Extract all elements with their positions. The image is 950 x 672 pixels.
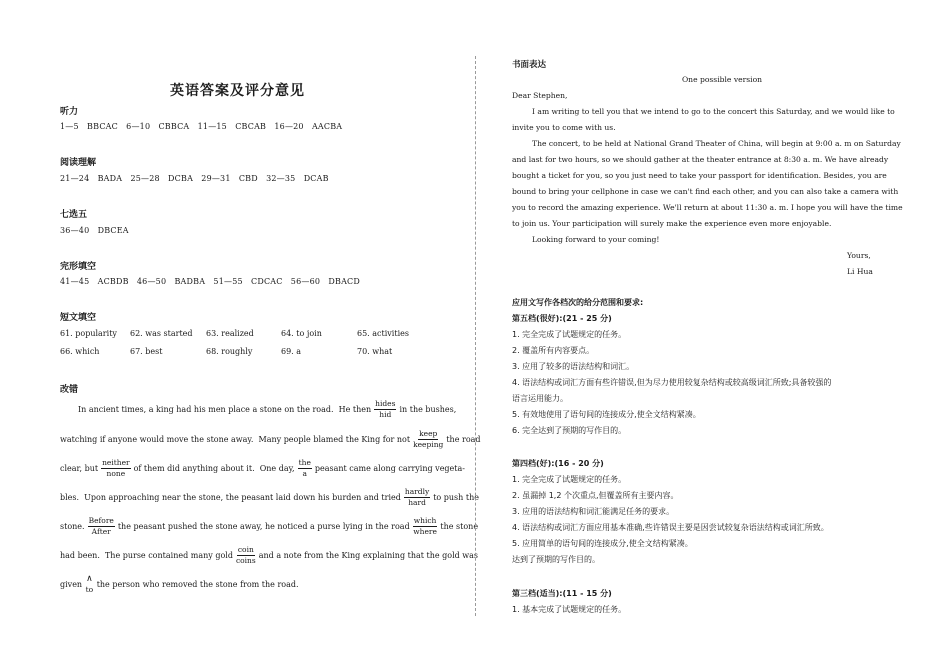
corrected-word: keeping xyxy=(413,439,444,449)
correction-line xyxy=(60,575,440,594)
seven-choose-five-heading: 七选五 xyxy=(60,210,88,220)
letter-signature: Li Hua xyxy=(847,267,873,276)
correction-mark xyxy=(413,430,443,448)
criteria-item: 3. 应用的语法结构和词汇能满足任务的要求。 xyxy=(512,507,675,516)
grammar-fill-item: 66. which xyxy=(60,347,100,356)
wrong-word: neither xyxy=(102,458,130,467)
answer-key-page-right xyxy=(475,0,950,672)
letter-sign-off: Yours, xyxy=(847,251,871,260)
caret-icon: ∧ xyxy=(86,574,93,584)
correction-mark xyxy=(298,459,312,477)
wrong-word: hides xyxy=(375,399,396,408)
criteria-item: 1. 基本完成了试题规定的任务。 xyxy=(512,605,627,614)
seven-choose-five-answers: 36—40 DBCEA xyxy=(60,226,129,235)
correction-mark xyxy=(236,546,256,564)
correction-text: given xyxy=(60,579,83,589)
wrong-word: coin xyxy=(237,545,254,554)
correction-text: the peasant pushed the stone away, he noticed a purse lying in the road xyxy=(117,521,410,531)
corrected-word: a xyxy=(302,468,307,478)
correction-line xyxy=(60,545,479,565)
grammar-fill-item: 61. popularity xyxy=(60,329,117,338)
letter-line: bound to bring your cellphone in case we can't find each other, and you can also take a camera with xyxy=(512,187,899,196)
letter-line: and last for two hours, so we should gather at the theater entrance at 8:30 a. m. We have already xyxy=(512,155,889,164)
correction-text: of them did anything about it. One day, xyxy=(133,463,295,473)
letter-line: invite you to come with us. xyxy=(512,123,616,132)
letter-line: I am writing to tell you that we intend to go to the concert this Saturday, and we would like to xyxy=(532,107,895,116)
correction-text: watching if anyone would move the stone away. Many people blamed the King for not xyxy=(60,434,411,444)
correction-text: and a note from the King explaining that the gold was xyxy=(258,550,479,560)
correction-heading: 改错 xyxy=(60,385,79,395)
listening-answers: 1—5 BBCAC 6—10 CBBCA 11—15 CBCAB 16—20 AACBA xyxy=(60,122,343,131)
wrong-word: Before xyxy=(88,516,114,525)
wrong-word: keep xyxy=(419,429,438,438)
correction-line xyxy=(60,516,479,536)
correction-text: had been. The purse contained many gold xyxy=(60,550,233,560)
inserted-word: to xyxy=(85,585,94,594)
criteria-heading: 应用文写作各档次的给分范围和要求: xyxy=(512,298,644,307)
grammar-fill-answers xyxy=(60,329,440,356)
criteria-item: 3. 应用了较多的语法结构和词汇。 xyxy=(512,362,635,371)
letter-line: you to record the amazing experience. We'll return at about 11:30 a. m. I hope you will have the time xyxy=(512,203,903,212)
grammar-fill-item: 69. a xyxy=(281,347,302,356)
cloze-heading: 完形填空 xyxy=(60,262,97,272)
corrected-word: none xyxy=(106,468,126,478)
corrected-word: hard xyxy=(408,497,426,507)
letter-closing: Looking forward to your coming! xyxy=(532,235,660,244)
correction-mark xyxy=(88,517,115,535)
corrected-word: where xyxy=(413,526,437,536)
grammar-fill-item: 67. best xyxy=(130,347,163,356)
criteria-item: 达到了预期的写作目的。 xyxy=(512,555,600,564)
wrong-word: hardly xyxy=(404,487,430,496)
writing-heading: 书面表达 xyxy=(512,60,547,70)
grammar-fill-item: 62. was started xyxy=(130,329,193,338)
criteria-item: 4. 语法结构或词汇方面应用基本准确,些许错误主要是因尝试较复杂语法结构或词汇所致。 xyxy=(512,523,829,532)
tier-4-heading: 第四档(好):(16 - 20 分) xyxy=(512,459,604,468)
correction-text: bles. Upon approaching near the stone, the peasant laid down his burden and tried xyxy=(60,492,401,502)
cloze-answers: 41—45 ACBDB 46—50 BADBA 51—55 CDCAC 56—60 DBACD xyxy=(60,277,360,286)
correction-text: the stone xyxy=(440,521,479,531)
correction-text: peasant came along carrying vegeta- xyxy=(314,463,465,473)
document-title: 英语答案及评分意见 xyxy=(170,83,305,99)
criteria-item: 语言运用能力。 xyxy=(512,394,568,403)
insertion-mark xyxy=(85,575,94,594)
correction-text: the road xyxy=(446,434,481,444)
correction-mark xyxy=(374,400,396,418)
correction-mark xyxy=(413,517,438,535)
corrected-word: coins xyxy=(235,555,256,565)
criteria-item: 1. 完全完成了试题规定的任务。 xyxy=(512,330,627,339)
correction-text: to push the xyxy=(433,492,479,502)
criteria-item: 1. 完全完成了试题规定的任务。 xyxy=(512,475,627,484)
version-label: One possible version xyxy=(681,75,763,84)
correction-line xyxy=(78,399,457,419)
listening-heading: 听力 xyxy=(60,107,79,117)
criteria-item: 4. 语法结构或词汇方面有些许错误,但为尽力使用较复杂结构或较高级词汇所致;具备较强的 xyxy=(512,378,832,387)
correction-mark xyxy=(404,488,430,506)
tier-5-heading: 第五档(很好):(21 - 25 分) xyxy=(512,314,612,323)
criteria-item: 6. 完全达到了预期的写作目的。 xyxy=(512,426,627,435)
corrected-word: hid xyxy=(379,409,392,419)
tier-3-heading: 第三档(适当):(11 - 15 分) xyxy=(512,589,612,598)
correction-text: the person who removed the stone from the road. xyxy=(96,579,299,589)
grammar-fill-heading: 短文填空 xyxy=(60,313,97,323)
grammar-fill-item: 68. roughly xyxy=(206,347,253,356)
reading-answers: 21—24 BADA 25—28 DCBA 29—31 CBD 32—35 DCAB xyxy=(60,174,329,183)
letter-line: to join us. Your participation will surely make the experience even more enjoyable. xyxy=(512,219,832,228)
grammar-fill-item: 65. activities xyxy=(357,329,409,338)
grammar-fill-item: 70. what xyxy=(357,347,393,356)
criteria-item: 2. 覆盖所有内容要点。 xyxy=(512,346,595,355)
correction-mark xyxy=(101,459,131,477)
correction-line xyxy=(60,429,481,449)
criteria-item: 5. 有效地使用了语句间的连接成分,使全文结构紧凑。 xyxy=(512,410,701,419)
grammar-fill-item: 63. realized xyxy=(206,329,254,338)
letter-line: The concert, to be held at National Grand Theater of China, will begin at 9:00 a. m on Saturday xyxy=(532,139,901,148)
correction-line xyxy=(60,458,465,478)
grammar-fill-item: 64. to join xyxy=(281,329,322,338)
correction-text: clear, but xyxy=(60,463,99,473)
corrected-word: After xyxy=(91,526,111,536)
correction-text: stone. xyxy=(60,521,85,531)
letter-line: bought a ticket for you, so you just need to take your passport for identification. Besides, you are xyxy=(512,171,887,180)
criteria-item: 2. 虽漏掉 1,2 个次重点,但覆盖所有主要内容。 xyxy=(512,491,679,500)
wrong-word: the xyxy=(298,458,311,467)
wrong-word: which xyxy=(413,516,437,525)
correction-text: In ancient times, a king had his men place a stone on the road. He then xyxy=(78,404,372,414)
correction-text: in the bushes, xyxy=(399,404,457,414)
reading-heading: 阅读理解 xyxy=(60,158,97,168)
letter-salutation: Dear Stephen, xyxy=(512,91,568,100)
criteria-item: 5. 应用简单的语句间的连接成分,使全文结构紧凑。 xyxy=(512,539,693,548)
correction-line xyxy=(60,487,479,507)
